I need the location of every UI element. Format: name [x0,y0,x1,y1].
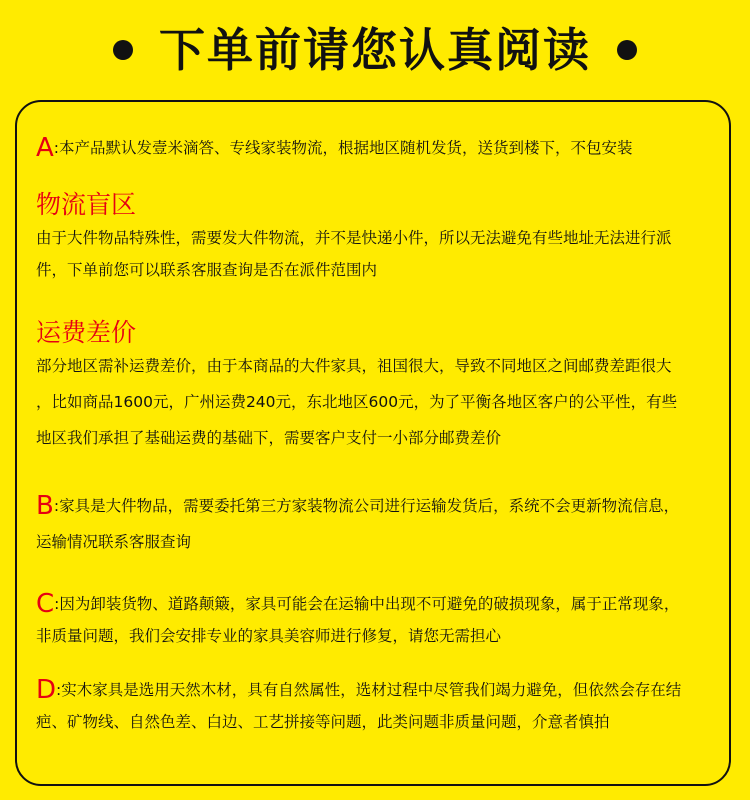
section-b-line-2: 运输情况联系客服查询 [36,533,192,551]
section-d-line-2: 疤、矿物线、自然色差、白边、工艺拼接等问题，此类问题非质量问题，介意者慎拍 [36,713,610,731]
section-c-line-2: 非质量问题，我们会安排专业的家具美容师进行修复，请您无需担心 [36,627,502,645]
shipping-heading: 运费差价 [36,318,137,347]
header [0,0,750,100]
bullet-dot-icon [617,40,637,60]
section-a-letter: A [36,133,54,163]
section-b-text-1: :家具是大件物品，需要委托第三方家装物流公司进行运输发货后，系统不会更新物流信息， [53,497,680,515]
shipping-line-3: 地区我们承担了基础运费的基础下，需要客户支付一小部分邮费差价 [36,429,502,447]
logistics-heading: 物流盲区 [36,190,137,219]
section-c-line-1 [36,589,726,619]
section-a-line-1 [36,133,726,163]
section-b-letter: B [36,491,54,521]
section-c-letter: C [36,589,55,619]
shipping-line-2: ，比如商品1600元，广州运费240元，东北地区600元，为了平衡各地区客户的公平性，有些 [36,393,678,411]
section-d-letter: D [36,675,57,705]
logistics-line-2: 件，下单前您可以联系客服查询是否在派件范围内 [36,261,378,279]
logistics-line-1: 由于大件物品特殊性，需要发大件物流，并不是快递小件，所以无法避免有些地址无法进行派 [36,229,672,247]
section-b-line-1 [36,491,726,521]
section-a-text: :本产品默认发壹米滴答、专线家装物流，根据地区随机发货，送货到楼下，不包安装 [53,139,633,157]
section-c-text-1: :因为卸装货物、道路颠簸，家具可能会在运输中出现不可避免的破损现象，属于正常现象， [54,595,680,613]
section-d-text-1: :实木家具是选用天然木材，具有自然属性，选材过程中尽管我们竭力避免，但依然会存在结 [56,681,682,699]
section-d-line-1 [36,675,726,705]
page-title: 下单前请您认真阅读 [159,23,591,77]
shipping-line-1: 部分地区需补运费差价，由于本商品的大件家具，祖国很大，导致不同地区之间邮费差距很大 [36,357,672,375]
bullet-dot-icon [113,40,133,60]
